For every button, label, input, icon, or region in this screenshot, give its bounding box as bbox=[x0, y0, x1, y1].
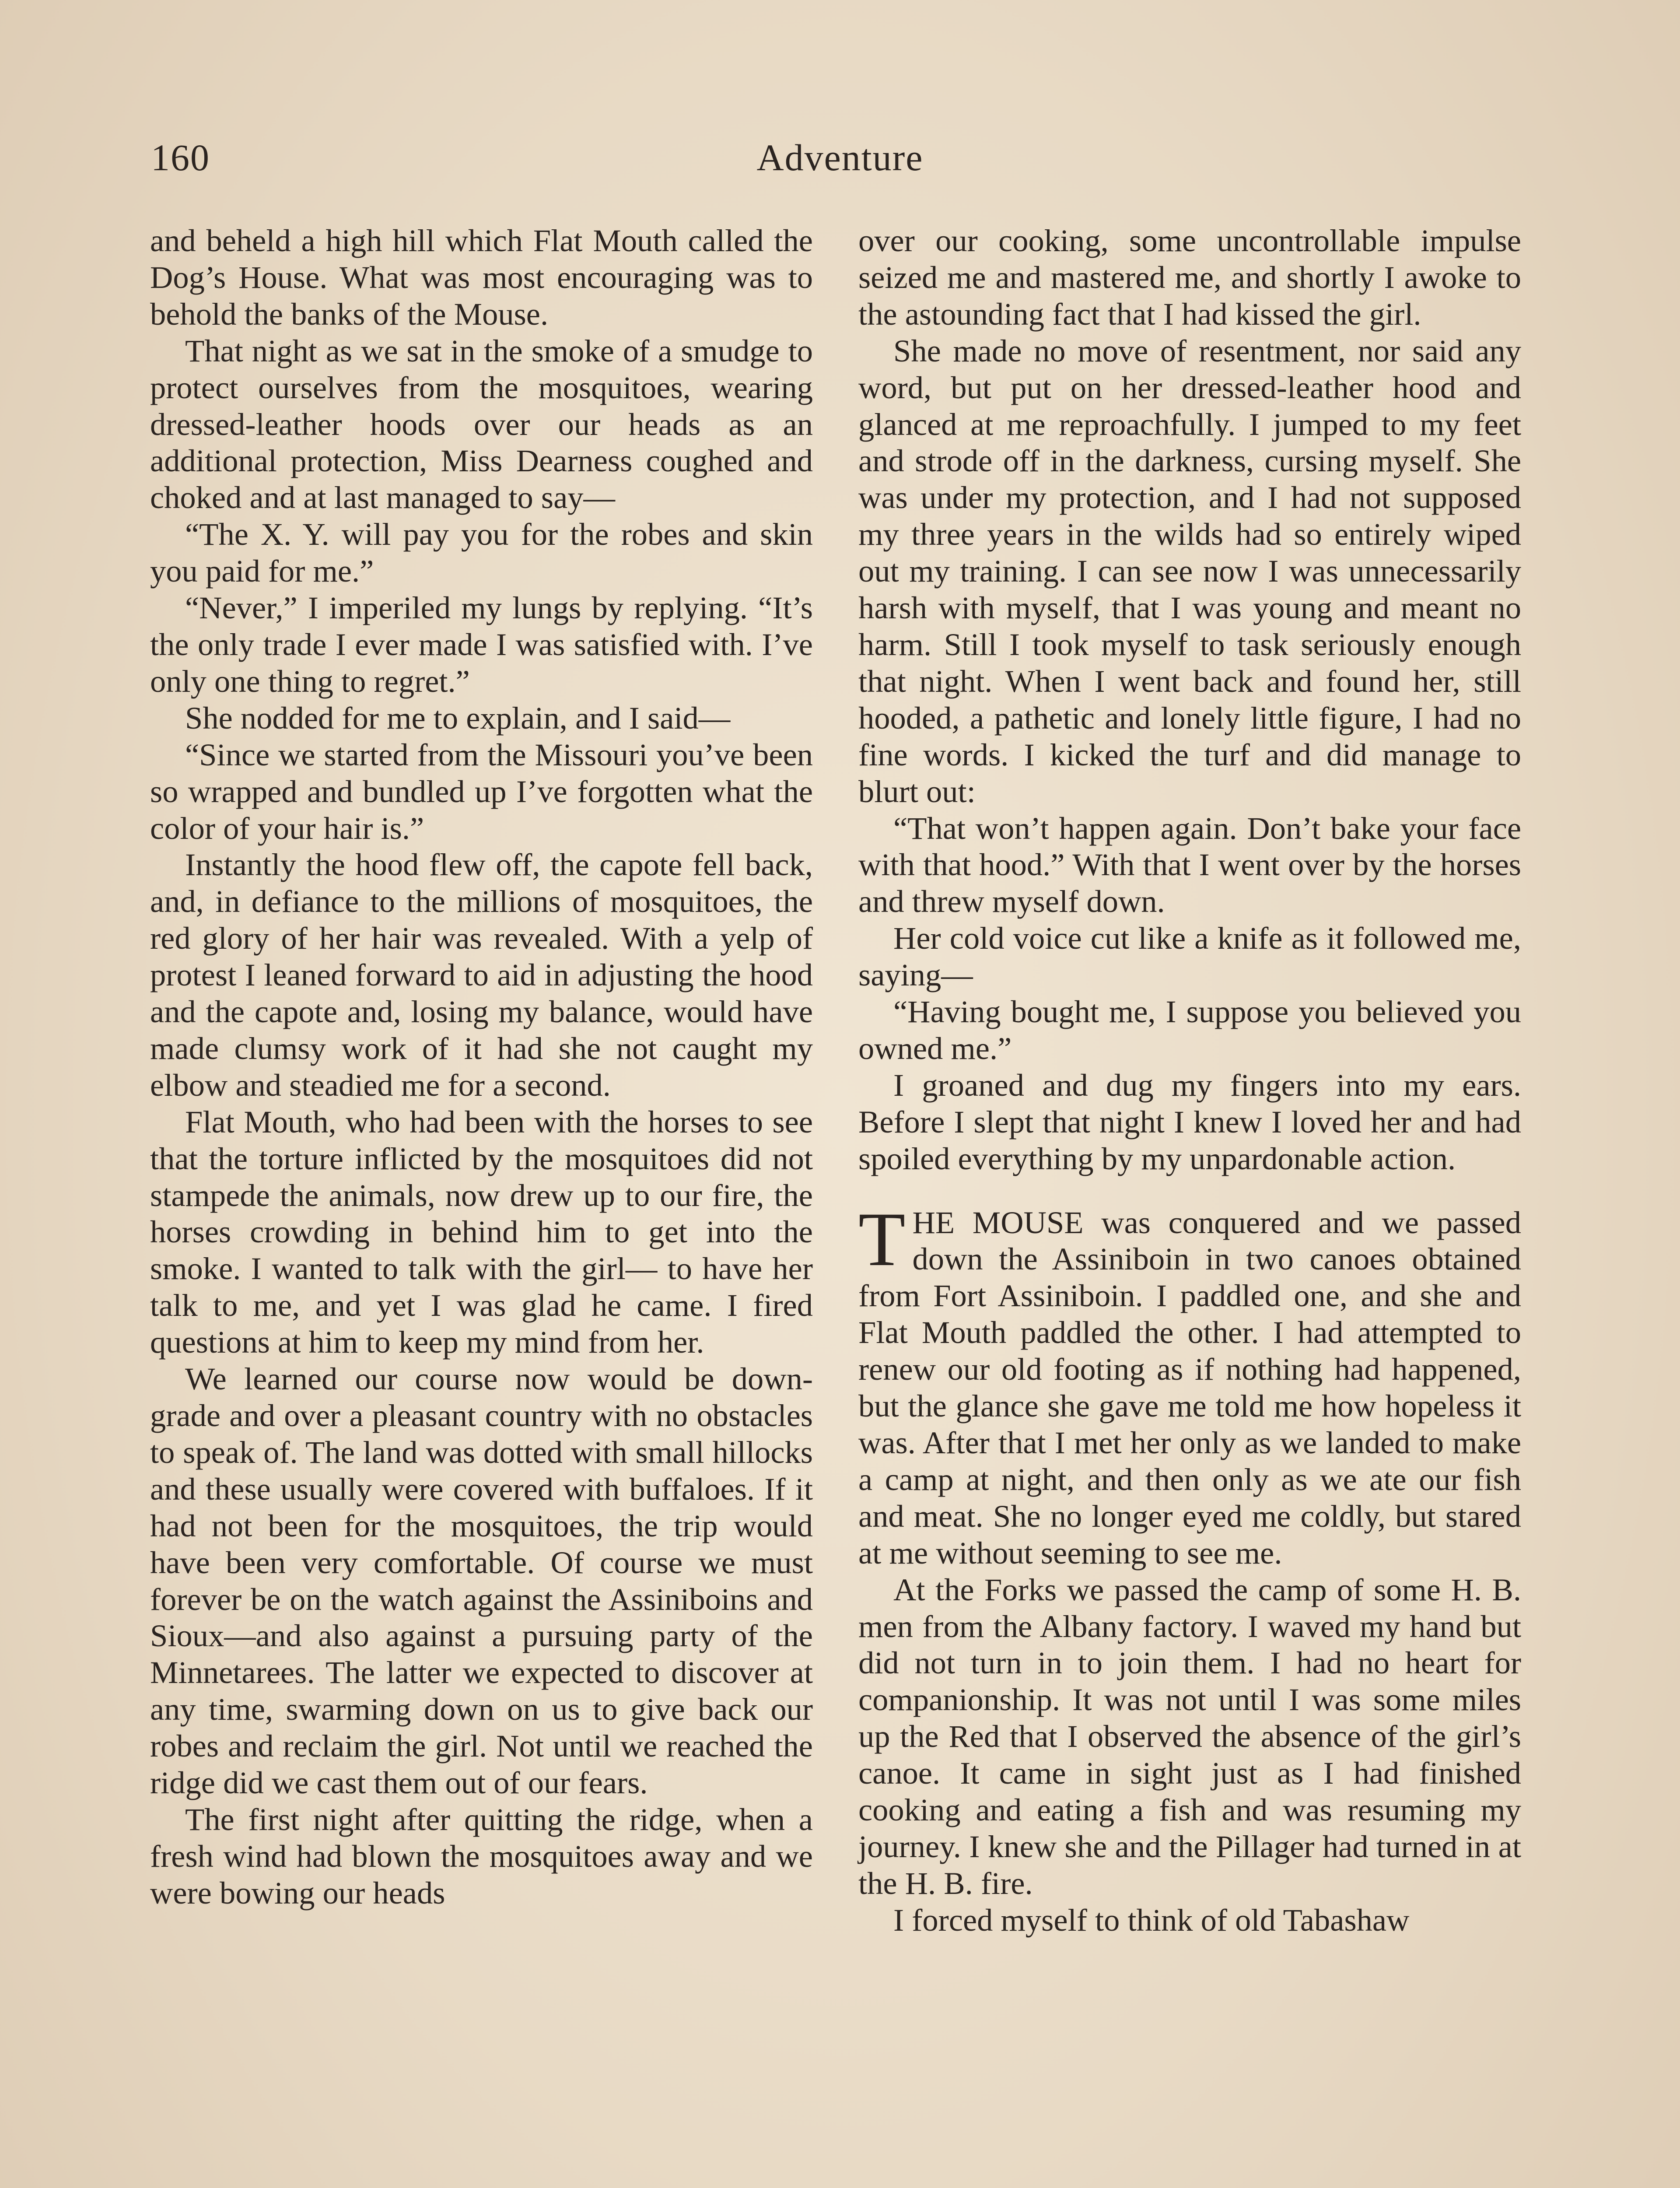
paragraph: Her cold voice cut like a knife as it followed me, saying— bbox=[858, 920, 1521, 993]
paragraph: over our cooking, some uncontrollable impulse seized me and mastered me, and shortly I awoke to the astounding fact that I had kissed the girl. bbox=[858, 223, 1521, 332]
paragraph: She nodded for me to explain, and I said— bbox=[185, 700, 731, 736]
right-column bbox=[858, 222, 1521, 1939]
drop-cap: T bbox=[858, 1196, 906, 1282]
paragraph: That night as we sat in the smoke of a smudge to protect ourselves from the mosquitoes, wearing dressed-leather hoods over our heads as an additional protection, Miss Dearness coughed and choked and at last managed to say— bbox=[150, 333, 813, 515]
page-number: 160 bbox=[151, 137, 210, 179]
section-opening-text: was conquered and we passed down the Assiniboin in two canoes obtained from Fort Assiniboin. I paddled one, and she and Flat Mouth paddled the other. I had attempted to renew our old footing as if nothing had happened, but the glance she gave me told me how hopeless it was. After that I met her only as we landed to make a camp at night, and then only as we ate our fish and meat. She no longer eyed me coldly, but stared at me without seeming to see me. bbox=[858, 1204, 1521, 1571]
lead-caps: HE MOUSE bbox=[912, 1204, 1084, 1240]
left-column bbox=[150, 222, 813, 1911]
paragraph: I forced myself to think of old Tabashaw bbox=[893, 1902, 1410, 1938]
paragraph: and beheld a high hill which Flat Mouth called the Dog’s House. What was most encouraging was to behold the banks of the Mouse. bbox=[150, 223, 813, 332]
paragraph: We learned our course now would be down-grade and over a pleasant country with no obstacles to speak of. The land was dotted with small hillocks and these usually were covered with buffaloes. If it had not been for the mosquitoes, the trip would have been very comfortable. Of course we must forever be on the watch against the Assiniboins and Sioux—and also against a pursuing party of the Minnetarees. The latter we expected to discover at any time, swarming down on us to give back our robes and reclaim the girl. Not until we reached the ridge did we cast them out of our fears. bbox=[150, 1361, 813, 1801]
paragraph: I groaned and dug my fingers into my ears. Before I slept that night I knew I loved her and had spoiled everything by my unpardonable action. bbox=[858, 1067, 1521, 1176]
section-opening-paragraph bbox=[858, 1196, 1521, 1571]
running-title: Adventure bbox=[756, 137, 924, 179]
paragraph: She made no move of resentment, nor said any word, but put on her dressed-leather hood and glanced at me reproachfully. I jumped to my feet and strode off in the darkness, cursing myself. She was under my protection, and I had not supposed my three years in the wilds had so entirely wiped out my training. I can see now I was unnecessarily harsh with myself, that I was young and meant no harm. Still I took myself to task seriously enough that night. When I went back and found her, still hooded, a pathetic and lonely little figure, I had no fine words. I kicked the turf and did manage to blurt out: bbox=[858, 333, 1521, 809]
paragraph: The first night after quitting the ridge, when a fresh wind had blown the mosquitoes away and we were bowing our heads bbox=[150, 1801, 813, 1911]
paragraph: “Since we started from the Missouri you’ve been so wrapped and bundled up I’ve forgotten what the color of your hair is.” bbox=[150, 736, 813, 846]
paragraph: “Never,” I imperiled my lungs by replying. “It’s the only trade I ever made I was satisfied with. I’ve only one thing to regret.” bbox=[150, 590, 813, 699]
paragraph: At the Forks we passed the camp of some H. B. men from the Albany factory. I waved my hand but did not turn in to join them. I had no heart for companionship. It was not until I was some miles up the Red that I observed the absence of the girl’s canoe. It came in sight just as I had finished cooking and eating a fish and was resuming my journey. I knew she and the Pillager had turned in at the H. B. fire. bbox=[858, 1571, 1521, 1901]
paragraph: “That won’t happen again. Don’t bake your face with that hood.” With that I went over by the horses and threw myself down. bbox=[858, 810, 1521, 919]
page-header bbox=[151, 131, 1529, 184]
paragraph: “Having bought me, I suppose you believed you owned me.” bbox=[858, 994, 1521, 1066]
paragraph: Instantly the hood flew off, the capote fell back, and, in defiance to the millions of mosquitoes, the red glory of her hair was revealed. With a yelp of protest I leaned forward to aid in adjusting the hood and the capote and, losing my balance, would have made clumsy work of it had she not caught my elbow and steadied me for a second. bbox=[150, 847, 813, 1103]
paragraph: Flat Mouth, who had been with the horses to see that the torture inflicted by the mosquitoes did not stampede the animals, now drew up to our fire, the horses crowding in behind him to get into the smoke. I wanted to talk with the girl— to have her talk to me, and yet I was glad he came. I fired questions at him to keep my mind from her. bbox=[150, 1104, 813, 1360]
paragraph: “The X. Y. will pay you for the robes and skin you paid for me.” bbox=[150, 516, 813, 589]
